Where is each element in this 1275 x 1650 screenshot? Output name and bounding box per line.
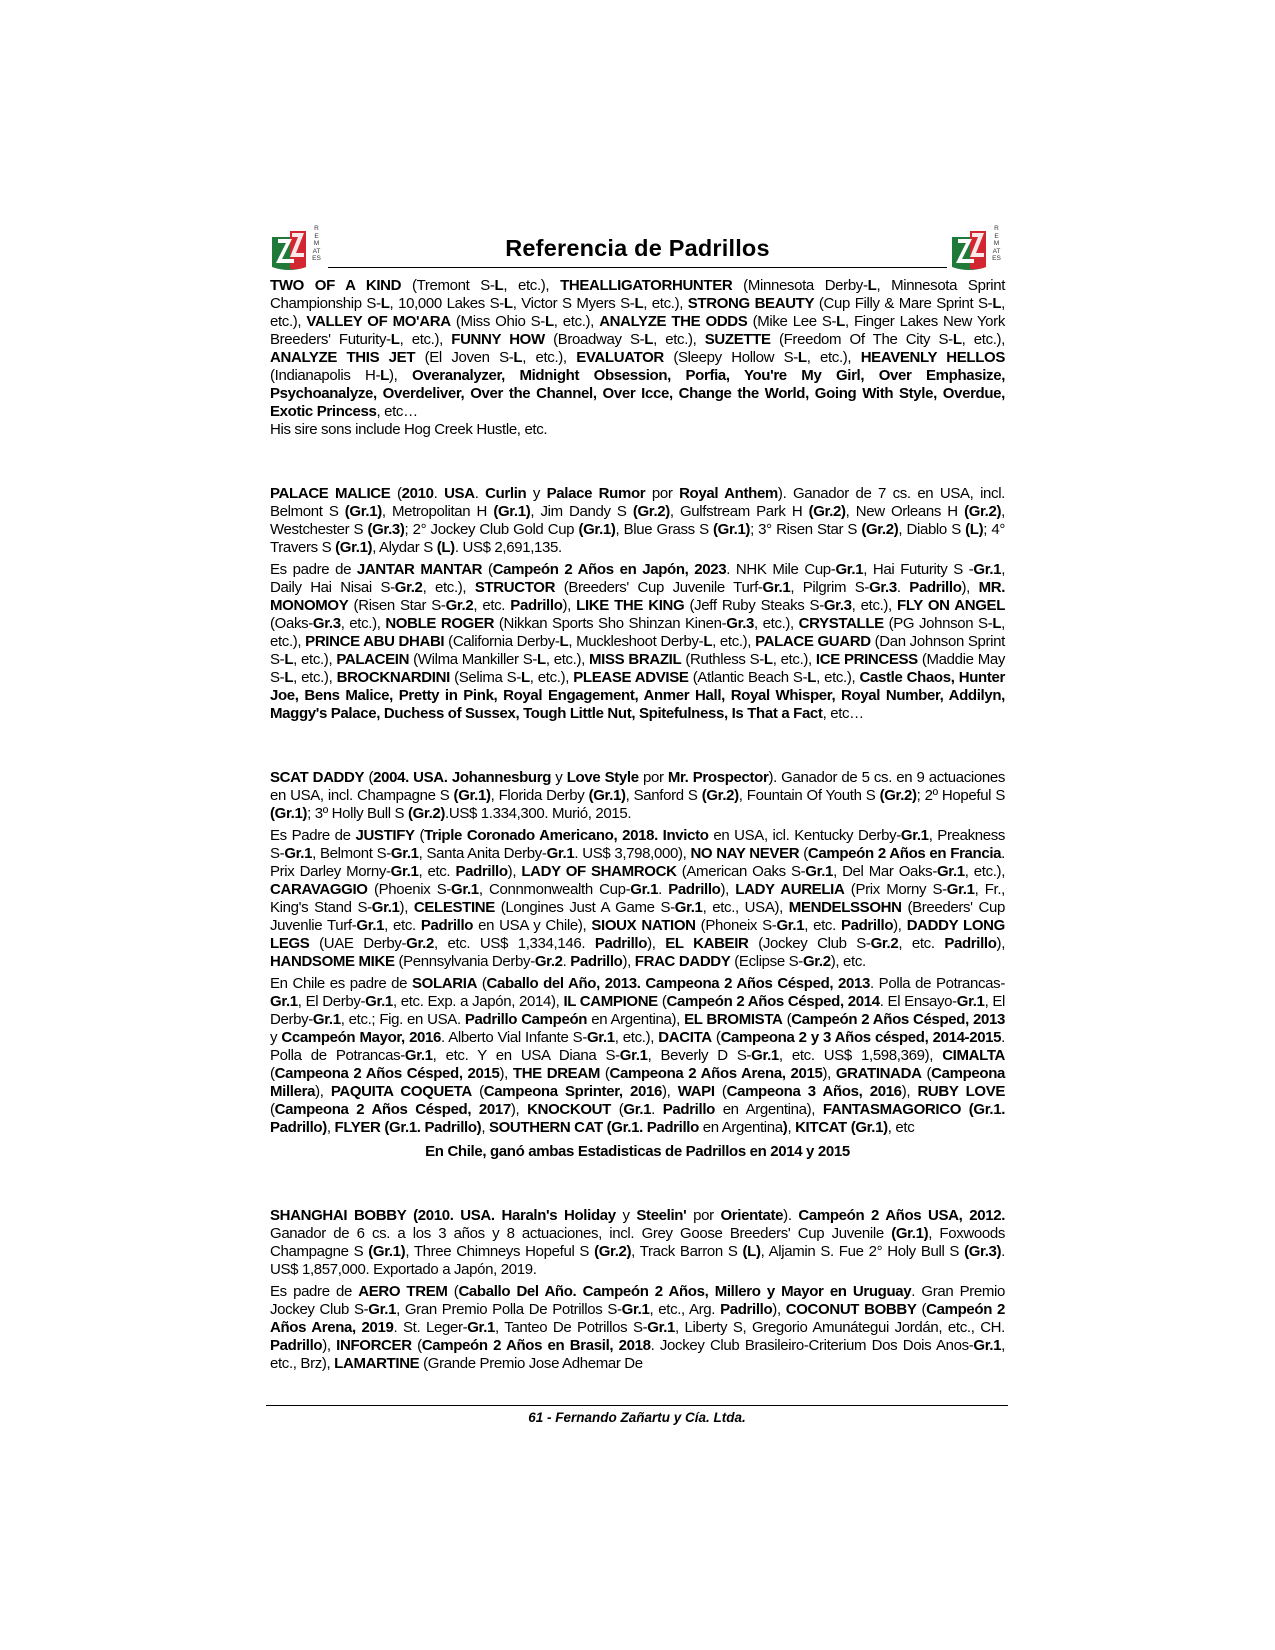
bold-run: PALACE GUARD [755,633,871,650]
bold-run: Gr.1 [546,845,575,862]
bold-run: Gr.1 [586,1029,615,1046]
bold-run: THE DREAM [512,1065,600,1082]
bold-run: Campeona 2 Años Césped, 2015 [274,1065,500,1082]
bold-run: Orientate [720,1207,784,1224]
bold-run: Ccampeón Mayor, 2016 [281,1029,442,1046]
bold-run: Gr.1 [390,845,419,862]
bold-run: MR. MONOMOY [270,579,1006,614]
bold-run: (Gr.2) [632,503,670,520]
bold-run: Gr.2 [406,935,434,952]
bold-run: Gr.1 [368,1301,397,1318]
bold-run: Padrillo [909,579,962,596]
bold-run: (Gr.3) [964,1243,1002,1260]
bold-run: L [284,651,294,668]
bold-run: L [537,651,546,668]
bold-run: GRATINADA [835,1065,922,1082]
bold-run: (Gr.1) [344,503,382,520]
bold-run: Gr.1 [451,881,479,898]
bold-run: Gr.1 [647,1319,676,1336]
sire-paragraph: Es padre de AERO TREM (Caballo Del Año. Campeón 2 Años, Millero y Mayor en Uruguay. Gran Premio Jockey Club S-Gr.1, Gran Premio Polla De Potrillos S-Gr.1, etc., Arg. Padrillo), COCONUT BOBBY (Campeón 2 Años Arena, 2019. St. Leger-Gr.1, Tanteo De Potrillos S-Gr.1, Liberty S, Gregorio Amunátegui Jordán, etc., CH. Padrillo), INFORCER (Campeón 2 Años en Brasil, 2018. Jockey Club Brasileiro-Criterium Dos Dois Anos-Gr.1, etc., Brz), LAMARTINE (Grande Premio Jose Adhemar De [270,1283,1006,1372]
bold-run: Gr.3 [823,597,852,614]
brand-logo-right [950,225,1005,273]
bold-run: KNOCKOUT [527,1101,611,1118]
bold-run: NOBLE ROGER [385,615,495,632]
sire-entry [270,769,1005,1161]
bold-run: Padrillo [668,881,721,898]
bold-run: (Gr.1) [588,787,626,804]
bold-run: L [520,669,530,686]
bold-run: (Gr.1. Padrillo) [384,1119,482,1136]
sire-paragraph: En Chile es padre de SOLARIA (Caballo del Año, 2013. Campeona 2 Años Césped, 2013. Polla de Potrancas-Gr.1, El Derby-Gr.1, etc. Exp. a Japón, 2014), IL CAMPIONE (Campeón 2 Años Césped, 2014. El Ensayo-Gr.1, El Derby-Gr.1, etc.; Fig. en USA. Padrillo Campeón en Argentina), EL BROMISTA (Campeón 2 Años Césped, 2013 y Ccampeón Mayor, 2016. Alberto Vial Infante S-Gr.1, etc.), DACITA (Campeona 2 y 3 Años césped, 2014-2015. Polla de Potrancas-Gr.1, etc. Y en USA Diana S-Gr.1, Beverly D S-Gr.1, etc. US$ 1,598,369), CIMALTA (Campeona 2 Años Césped, 2015), THE DREAM (Campeona 2 Años Arena, 2015), GRATINADA (Campeona Millera), PAQUITA COQUETA (Campeona Sprinter, 2016), WAPI (Campeona 3 Años, 2016), RUBY LOVE (Campeona 2 Años Césped, 2017), KNOCKOUT (Gr.1. Padrillo en Argentina), FANTASMAGORICO (Gr.1. Padrillo), FLYER (Gr.1. Padrillo), SOUTHERN CAT (Gr.1. Padrillo en Argentina), KITCAT (Gr.1), etc [270,975,1006,1136]
bold-run: MENDELSSOHN [788,899,902,916]
bold-run: INFORCER [336,1337,412,1354]
bold-run: Padrillo [455,863,508,880]
bold-run: HANDSOME MIKE [270,953,395,970]
bold-run: Gr.1 [805,863,834,880]
bold-run: SOLARIA [412,975,478,992]
document-page [270,225,1005,1373]
bold-run: (L) [742,1243,761,1260]
bold-run: Gr.1 [621,1301,650,1318]
bold-run: (Gr.1) [713,521,751,538]
bold-run: (Gr.1) [850,1119,888,1136]
bold-run: Gr.1 [946,881,975,898]
bold-run: (Gr.2) [594,1243,632,1260]
bold-run: (Gr.1. Padrillo) [270,1101,1006,1136]
bold-run: L [380,295,390,312]
statistics-note: En Chile, ganó ambas Estadisticas de Padrillos en 2014 y 2015 [425,1143,850,1160]
bold-run: Campeona 2 y 3 Años césped, 2014-2015 [720,1029,1002,1046]
bold-run: Steelin' [636,1207,687,1224]
bold-run: Gr.3 [312,615,341,632]
bold-run: Campeona 2 Años Arena, 2015 [609,1065,823,1082]
bold-run: SHANGHAI BOBBY [270,1207,407,1224]
bold-run: Gr.1 [619,1047,648,1064]
bold-run: (Gr.1) [891,1225,929,1242]
sire-paragraph: SHANGHAI BOBBY (2010. USA. Haraln's Holiday y Steelin' por Orientate). Campeón 2 Años USA, 2012. Ganador de 6 cs. a los 3 años y 8 actuaciones, incl. Grey Goose Breeders' Cup Juvenile (Gr.1), Foxwoods Champagne S (Gr.1), Three Chimneys Hopeful S (Gr.2), Track Barron S (L), Aljamin S. Fue 2° Holy Bull S (Gr.3). US$ 1,857,000. Exportado a Japón, 2019. [270,1207,1006,1278]
bold-run: L [807,669,817,686]
bold-run: Caballo del Año, 2013. Campeona 2 Años Césped, 2013 [486,975,871,992]
bold-run: JUSTIFY [355,827,415,844]
bold-run: VALLEY OF MO'ARA [306,313,451,330]
bold-run: Padrillo Campeón [464,1011,588,1028]
bold-run: Campeona 3 Años, 2016 [726,1083,902,1100]
bold-run: Campeón 2 Años Césped, 2013 [791,1011,1005,1028]
bold-run: PALACEIN [336,651,410,668]
bold-run: 2004. USA. Johannesburg [373,769,552,786]
bold-run: L [992,615,1002,632]
bold-run: DADDY LONG LEGS [270,917,1005,952]
bold-run: Gr.1 [390,863,419,880]
bold-run: STRONG BEAUTY [687,295,815,312]
bold-run: Gr.2 [394,579,423,596]
bold-run: STRUCTOR [474,579,556,596]
bold-run: L [494,277,504,294]
bold-run: (Gr.1) [270,805,308,822]
logo-side-text: REMATES [312,225,321,263]
bold-run: Gr.1 [365,993,393,1010]
bold-run: L [513,349,523,366]
bold-run: Padrillo [270,1337,323,1354]
bold-run: Gr.3 [869,579,897,596]
bold-run: Gr.1 [776,917,805,934]
bold-run: Palace Rumor [546,485,646,502]
bold-run: MISS BRAZIL [589,651,682,668]
bold-run: FANTASMAGORICO [822,1101,962,1118]
bold-run: Gr.1 [936,863,965,880]
bold-run: Gr.1 [312,1011,341,1028]
bold-run: LADY OF SHAMROCK [521,863,677,880]
sire-paragraph: PALACE MALICE (2010. USA. Curlin y Palace Rumor por Royal Anthem). Ganador de 7 cs. en USA, incl. Belmont S (Gr.1), Metropolitan H (Gr.1), Jim Dandy S (Gr.2), Gulfstream Park H (Gr.2), New Orleans H (Gr.2), Westchester S (Gr.3); 2° Jockey Club Gold Cup (Gr.1), Blue Grass S (Gr.1); 3° Risen Star S (Gr.2), Diablo S (L); 4° Travers S (Gr.1), Alydar S (L). US$ 2,691,135. [270,485,1005,556]
bold-run: KITCAT [795,1119,847,1136]
bold-run: Curlin [485,485,527,502]
bold-run: Padrillo [662,1101,715,1118]
bold-run: Gr.1 [356,917,385,934]
bold-run: Gr.1 [371,899,400,916]
bold-run: L [952,331,962,348]
bold-run: Campeón 2 Años Césped, 2014 [666,993,880,1010]
bold-run: SUZETTE [704,331,771,348]
bold-run: BROCKNARDINI [336,669,450,686]
bold-run: Padrillo [720,1301,773,1318]
bold-run: CIMALTA [942,1047,1005,1064]
bold-run: L [559,633,569,650]
bold-run: FLYER [334,1119,381,1136]
page-footer: 61 - Fernando Zañartu y Cía. Ltda. [528,1410,746,1425]
sire-paragraph: TWO OF A KIND (Tremont S-L, etc.), THEALLIGATORHUNTER (Minnesota Derby-L, Minnesota Sprint Championship S-L, 10,000 Lakes S-L, Victor S Myers S-L, etc.), STRONG BEAUTY (Cup Filly & Mare Sprint S-L, etc.), VALLEY OF MO'ARA (Miss Ohio S-L, etc.), ANALYZE THE ODDS (Mike Lee S-L, Finger Lakes New York Breeders' Futurity-L, etc.), FUNNY HOW (Broadway S-L, etc.), SUZETTE (Freedom Of The City S-L, etc.), ANALYZE THIS JET (El Joven S-L, etc.), EVALUATOR (Sleepy Hollow S-L, etc.), HEAVENLY HELLOS (Indianapolis H-L), Overanalyzer, Midnight Obsession, Porfia, You're My Girl, Over Emphasize, Psychoanalyze, Overdeliver, Over the Channel, Over Icce, Change the World, Going With Style, Overdue, Exotic Princess, etc… [270,277,1006,420]
bold-run: EL KABEIR [665,935,749,952]
page-header [270,225,1005,277]
bold-run: Campeona Millera [270,1065,1006,1100]
bold-run: ) [782,1119,788,1136]
brand-logo-left [270,225,325,273]
bold-run: IL CAMPIONE [563,993,658,1010]
bold-run: (L) [965,521,984,538]
bold-run: FRAC DADDY [634,953,731,970]
bold-run: Gr.1 [973,1337,1002,1354]
bold-run: L [644,331,654,348]
bold-run: Gr.1 [270,993,298,1010]
bold-run: L [763,651,773,668]
bold-run: 2010 [401,485,434,502]
bold-run: Padrillo [944,935,997,952]
bold-run: Castle Chaos, Hunter Joe, Bens Malice, Pretty in Pink, Royal Engagement, Anmer Hall, Royal Whisper, Royal Number, Addilyn, Maggy's Palace, Duchess of Sussex, Tough Little Nut, Spitefulness, Is That a Fact [270,669,1005,722]
sire-paragraph: SCAT DADDY (2004. USA. Johannesburg y Love Style por Mr. Prospector). Ganador de 5 cs. en 9 actuaciones en USA, incl. Champagne S (Gr.1), Florida Derby (Gr.1), Sanford S (Gr.2), Fountain Of Youth S (Gr.2); 2º Hopeful S (Gr.1); 3º Holly Bull S (Gr.2).US$ 1.334,300. Murió, 2015. [270,769,1005,822]
bold-run: WAPI [677,1083,715,1100]
bold-run: ICE PRINCESS [815,651,918,668]
bold-run: CELESTINE [413,899,495,916]
bold-run: L [380,367,389,384]
bold-run: Gr.1 [973,561,1002,578]
bold-run: L [992,295,1002,312]
bold-run: Gr.1 [762,579,791,596]
sire-paragraph: Es Padre de JUSTIFY (Triple Coronado Americano, 2018. Invicto en USA, icl. Kentucky Derby-Gr.1, Preakness S-Gr.1, Belmont S-Gr.1, Santa Anita Derby-Gr.1. US$ 3,798,000), NO NAY NEVER (Campeón 2 Años en Francia. Prix Darley Morny-Gr.1, etc. Padrillo), LADY OF SHAMROCK (American Oaks S-Gr.1, Del Mar Oaks-Gr.1, etc.), CARAVAGGIO (Phoenix S-Gr.1, Connmonwealth Cup-Gr.1. Padrillo), LADY AURELIA (Prix Morny S-Gr.1, Fr., King's Stand S-Gr.1), CELESTINE (Longines Just A Game S-Gr.1, etc., USA), MENDELSSOHN (Breeders' Cup Juvenlie Turf-Gr.1, etc. Padrillo en USA y Chile), SIOUX NATION (Phoneix S-Gr.1, etc. Padrillo), DADDY LONG LEGS (UAE Derby-Gr.2, etc. US$ 1,334,146. Padrillo), EL KABEIR (Jockey Club S-Gr.2, etc. Padrillo), HANDSOME MIKE (Pennsylvania Derby-Gr.2. Padrillo), FRAC DADDY (Eclipse S-Gr.2), etc. [270,827,1006,970]
bold-run: Campeón 2 Años Arena, 2019 [270,1301,1005,1336]
bold-run: (2010. USA. Haraln's Holiday [413,1207,616,1224]
bold-run: L [867,277,877,294]
sire-entries [270,277,1005,1373]
bold-run: L [836,313,845,330]
bold-run: L [544,313,554,330]
bold-run: Campeona 2 Años Césped, 2017 [274,1101,511,1118]
bold-run: Gr.1 [835,561,864,578]
bold-run: JANTAR MANTAR [356,561,483,578]
bold-run: DACITA [658,1029,712,1046]
bold-run: LIKE THE KING [576,597,685,614]
bold-run: (Gr.2) [861,521,899,538]
bold-run: (Gr.1) [453,787,491,804]
logo-side-text: REMATES [992,225,1001,263]
bold-run: L [703,633,713,650]
bold-run: Campeón 2 Años en Japón, 2023 [492,561,727,578]
bold-run: Padrillo [594,935,648,952]
bold-run: Gr.2 [870,935,899,952]
bold-run: (Gr.2) [701,787,739,804]
bold-run: (Gr.1) [493,503,531,520]
bold-run: (Gr.2) [879,787,917,804]
bold-run: Gr.1 [623,1101,652,1118]
bold-run: CARAVAGGIO [270,881,368,898]
bold-run: (Gr.1. Padrillo [606,1119,699,1136]
bold-run: FLY ON ANGEL [897,597,1006,614]
bold-run: PALACE MALICE [270,485,391,502]
bold-run: (Gr.3) [367,521,405,538]
bold-run: Gr.1 [404,1047,433,1064]
bold-run: Padrillo [840,917,894,934]
bold-run: Love Style [566,769,639,786]
bold-run: Gr.3 [726,615,755,632]
bold-run: Royal Anthem [679,485,778,502]
bold-run: EL BROMISTA [684,1011,783,1028]
bold-run: Padrillo [510,597,563,614]
bold-run: TWO OF A KIND [270,277,402,294]
footer-rule [266,1405,1008,1406]
bold-run: Gr.1 [900,827,929,844]
page-title: Referencia de Padrillos [505,235,770,261]
bold-run: Mr. Prospector [667,769,769,786]
bold-run: USA [444,485,475,502]
bold-run: LAMARTINE [334,1355,420,1372]
bold-run: Gr.1 [674,899,703,916]
bold-run: Campeona Sprinter, 2016 [483,1083,662,1100]
bold-run: Triple Coronado Americano, 2018. Invicto [424,827,709,844]
bold-run: (Gr.1) [368,1243,406,1260]
bold-run: PRINCE ABU DHABI [305,633,445,650]
bold-run: LADY AURELIA [735,881,845,898]
bold-run: Padrillo [420,917,474,934]
bold-run: Campeón 2 Años USA, 2012. [798,1207,1006,1224]
bold-run: (L) [436,539,455,556]
bold-run: SIOUX NATION [591,917,696,934]
bold-run: SOUTHERN CAT [488,1119,603,1136]
bold-run: COCONUT BOBBY [785,1301,917,1318]
sire-sons-line: His sire sons include Hog Creek Hustle, etc. [270,421,548,438]
bold-run: CRYSTALLE [798,615,884,632]
bold-run: (Gr.1) [578,521,616,538]
bold-run: THEALLIGATORHUNTER [560,277,733,294]
sire-paragraph: Es padre de JANTAR MANTAR (Campeón 2 Años en Japón, 2023. NHK Mile Cup-Gr.1, Hai Futurity S -Gr.1, Daily Hai Nisai S-Gr.2, etc.), STRUCTOR (Breeders' Cup Juvenile Turf-Gr.1, Pilgrim S-Gr.3. Padrillo), MR. MONOMOY (Risen Star S-Gr.2, etc. Padrillo), LIKE THE KING (Jeff Ruby Steaks S-Gr.3, etc.), FLY ON ANGEL (Oaks-Gr.3, etc.), NOBLE ROGER (Nikkan Sports Sho Shinzan Kinen-Gr.3, etc.), CRYSTALLE (PG Johnson S-L, etc.), PRINCE ABU DHABI (California Derby-L, Muckleshoot Derby-L, etc.), PALACE GUARD (Dan Johnson Sprint S-L, etc.), PALACEIN (Wilma Mankiller S-L, etc.), MISS BRAZIL (Ruthless S-L, etc.), ICE PRINCESS (Maddie May S-L, etc.), BROCKNARDINI (Selima S-L, etc.), PLEASE ADVISE (Atlantic Beach S-L, etc.), Castle Chaos, Hunter Joe, Bens Malice, Pretty in Pink, Royal Engagement, Anmer Hall, Royal Whisper, Royal Number, Addilyn, Maggy's Palace, Duchess of Sussex, Tough Little Nut, Spitefulness, Is That a Fact, etc… [270,561,1006,722]
bold-run: NO NAY NEVER [690,845,800,862]
bold-run: PLEASE ADVISE [573,669,689,686]
bold-run: Gr.1 [751,1047,779,1064]
bold-run: PAQUITA COQUETA [330,1083,472,1100]
zz-logo-icon [270,229,308,271]
sire-entry [270,277,1005,439]
bold-run: Gr.1 [284,845,313,862]
bold-run: Campeón 2 Años en Brasil, 2018 [421,1337,651,1354]
bold-run: FUNNY HOW [451,331,545,348]
bold-run: L [390,331,400,348]
bold-run: ANALYZE THE ODDS [599,313,748,330]
bold-run: (Gr.2) [808,503,846,520]
bold-run: L [634,295,644,312]
bold-run: Gr.1 [630,881,659,898]
bold-run: EVALUATOR [576,349,664,366]
sire-entry [270,485,1005,723]
bold-run: RUBY LOVE [917,1083,1006,1100]
bold-run: Gr.2 [534,953,563,970]
zz-logo-icon [950,229,988,271]
bold-run: (Gr.2) [407,805,446,822]
bold-run: Gr.2 [445,597,474,614]
bold-run: Gr.1 [956,993,985,1010]
bold-run: Overanalyzer, Midnight Obsession, Porfia, You're My Girl, Over Emphasize, Psychoanalyze, Overdeliver, Over the Channel, Over Icce, Change the World, Going With Style, Overdue, Exotic Princess [270,367,1006,420]
bold-run: L [284,669,294,686]
bold-run: AERO TREM [358,1283,448,1300]
bold-run: (Gr.2) [964,503,1002,520]
bold-run: HEAVENLY HELLOS [860,349,1006,366]
bold-run: (Gr.1) [335,539,373,556]
bold-run: ANALYZE THIS JET [270,349,416,366]
bold-run: L [503,295,513,312]
bold-run: Padrillo [570,953,623,970]
bold-run: Gr.2 [802,953,831,970]
bold-run: Gr.1 [467,1319,496,1336]
bold-run: SCAT DADDY [270,769,365,786]
sire-entry [270,1207,1005,1373]
title-underline [328,267,947,268]
bold-run: Campeón 2 Años en Francia [807,845,1002,862]
bold-run: Caballo Del Año. Campeón 2 Años, Millero y Mayor en Uruguay [458,1283,912,1300]
bold-run: L [797,349,807,366]
